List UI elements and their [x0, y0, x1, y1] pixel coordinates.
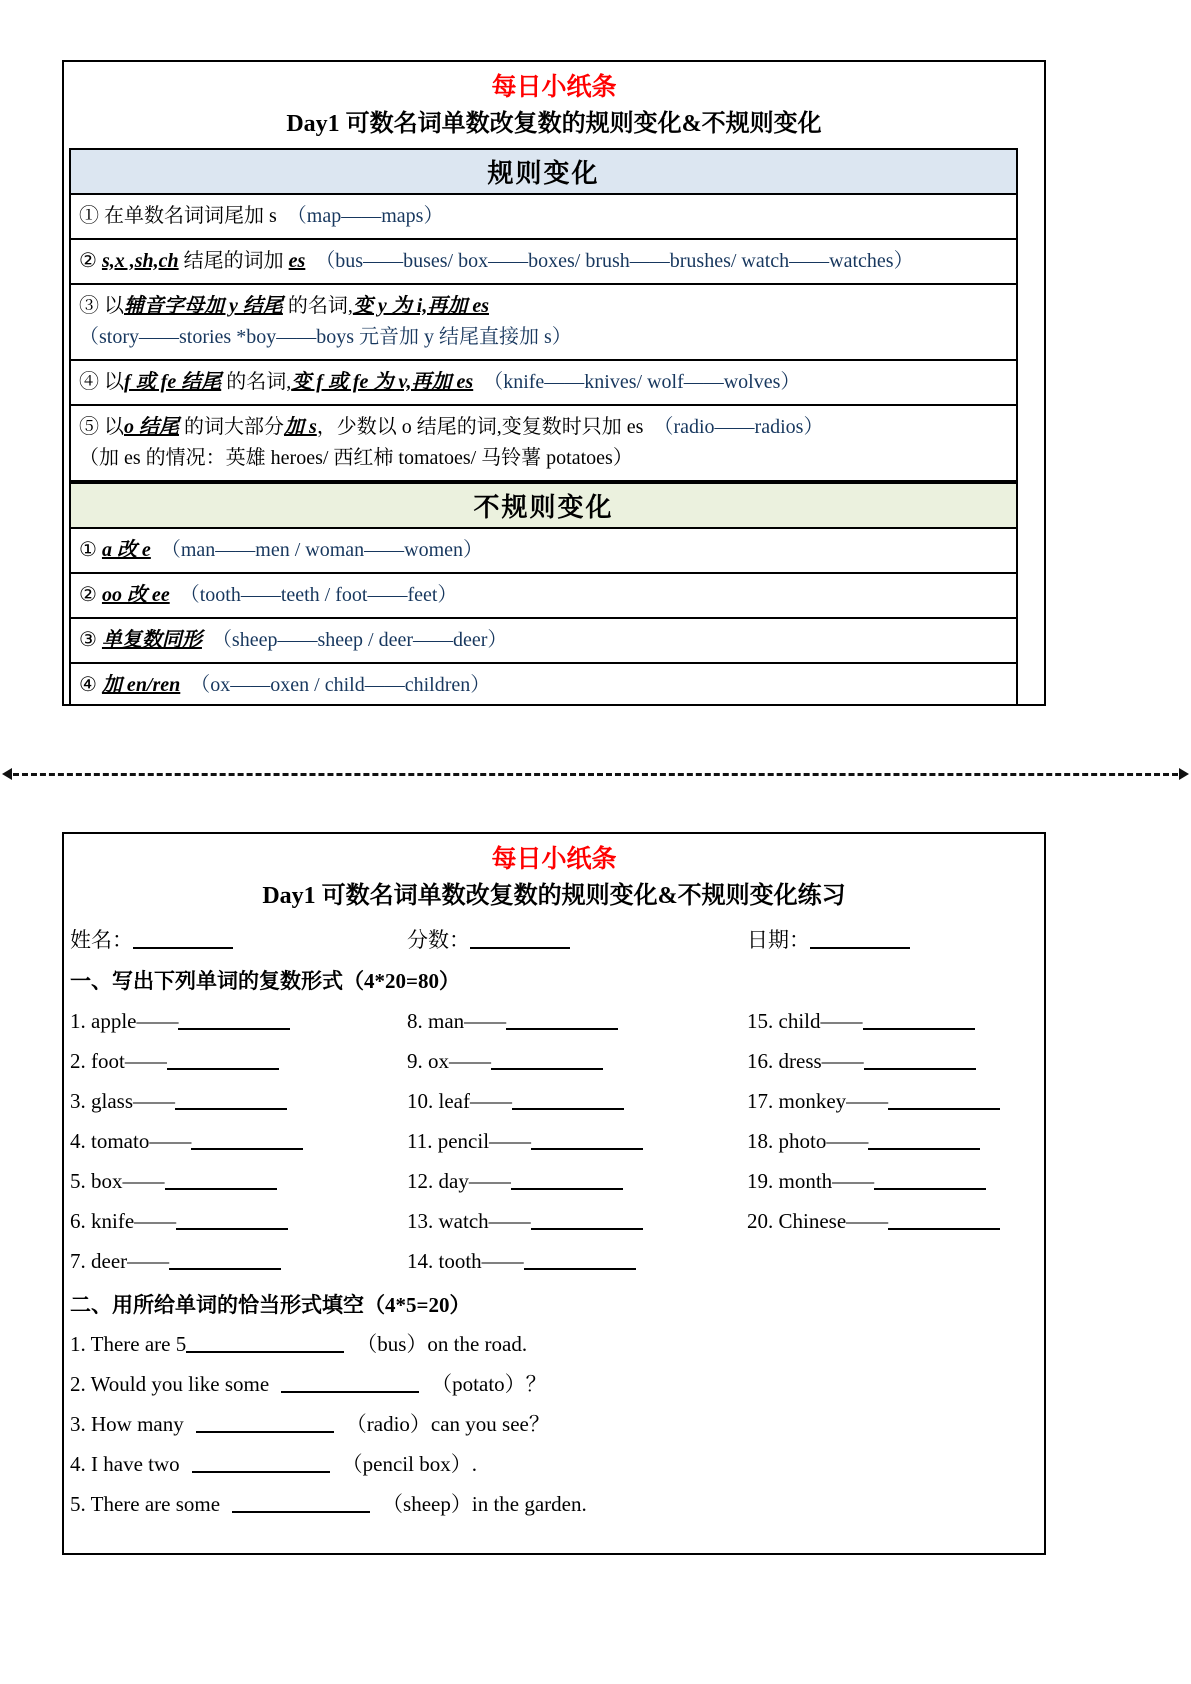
rule-emphasis: s,x ,sh,ch	[101, 249, 179, 272]
dash: ——	[846, 1088, 889, 1113]
irregular-row-2	[71, 574, 1016, 619]
rule-emphasis: f 或 fe 结尾	[124, 370, 222, 393]
word-item	[747, 1001, 1038, 1041]
dash: ——	[820, 1008, 863, 1033]
rule-text: 结尾的词加	[178, 249, 289, 272]
rule-row-1	[71, 195, 1016, 240]
irregular-rules-header: 不规则变化	[71, 482, 1016, 529]
rule-text: ②	[79, 583, 102, 606]
brand-title: 每日小纸条	[491, 74, 617, 101]
word-item	[70, 1161, 407, 1201]
word-item	[747, 1121, 1038, 1161]
sentence-pre: 1. There are 5	[70, 1332, 187, 1357]
score-field	[407, 924, 747, 958]
dash: ——	[488, 1208, 531, 1233]
word-item	[70, 1041, 407, 1081]
dash: ——	[122, 1168, 165, 1193]
rule-row-4	[71, 361, 1016, 406]
rule-text: 的名词,	[282, 294, 353, 317]
rule-text: ④	[79, 673, 102, 696]
rule-text: ④ 以	[79, 370, 124, 393]
word-item	[747, 1081, 1038, 1121]
answer-blank	[512, 1091, 624, 1110]
dash: ——	[136, 1008, 179, 1033]
answer-blank	[524, 1251, 636, 1270]
answer-blank	[531, 1131, 643, 1150]
part2-heading: 二、用所给单词的恰当形式填空（4*5=20）	[70, 1292, 471, 1317]
rule-row-5	[71, 406, 1016, 482]
sentence-item	[70, 1364, 1038, 1404]
word-item	[407, 1001, 747, 1041]
score-label: 分数：	[407, 927, 470, 952]
regular-rules-header: 规则变化	[71, 150, 1016, 195]
word-label: 7. deer	[70, 1248, 128, 1273]
word-label: 9. ox	[407, 1048, 449, 1073]
rule-example: （knife——knives/ wolf——wolves）	[483, 370, 801, 393]
sentence-pre: 5. There are some	[70, 1492, 221, 1517]
rule-emphasis: o 结尾	[124, 415, 179, 438]
rule-emphasis: 加 s	[284, 415, 317, 438]
dash: ——	[826, 1128, 869, 1153]
divider-left-arrow-icon	[2, 768, 12, 780]
word-label: 1. apple	[70, 1008, 137, 1033]
sentence-post: （pencil box）.	[341, 1452, 477, 1477]
rule-text: ③	[79, 628, 102, 651]
plural-word-grid	[70, 1001, 1038, 1281]
rule-emphasis: a 改 e	[101, 538, 151, 561]
dash: ——	[124, 1048, 167, 1073]
name-blank	[133, 930, 233, 949]
answer-blank	[888, 1211, 1000, 1230]
dash: ——	[481, 1248, 524, 1273]
rule-row-2	[71, 240, 1016, 285]
sentence-item	[70, 1404, 1038, 1444]
rule-text: ① 在单数名词词尾加 s	[79, 204, 277, 227]
word-label: 3. glass	[70, 1088, 133, 1113]
irregular-row-1	[71, 529, 1016, 574]
word-item	[747, 1041, 1038, 1081]
dash: ——	[464, 1008, 507, 1033]
rule-row-3	[71, 285, 1016, 361]
word-label: 8. man	[407, 1008, 465, 1033]
score-blank	[470, 930, 570, 949]
dash: ——	[821, 1048, 864, 1073]
dash: ——	[846, 1208, 889, 1233]
student-info-row	[70, 924, 1038, 958]
word-item	[407, 1161, 747, 1201]
rule-example: （map——maps）	[286, 204, 444, 227]
brand-title: 每日小纸条	[491, 846, 617, 873]
answer-blank	[232, 1494, 370, 1513]
rule-example: （ox——oxen / child——children）	[190, 673, 491, 696]
part1-heading: 一、写出下列单词的复数形式（4*20=80）	[70, 969, 460, 994]
rule-text: 的词大部分	[179, 415, 284, 438]
rule-text: ，少数以 o 结尾的词,变复数时只加 es	[316, 415, 644, 438]
rule-example: （bus——buses/ box——boxes/ brush——brushes/ watch——watches）	[315, 249, 914, 272]
sentence-post: （sheep）in the garden.	[382, 1492, 587, 1517]
sentence-post: （bus）on the road.	[356, 1332, 528, 1357]
rules-card	[62, 60, 1046, 706]
word-label: 2. foot	[70, 1048, 125, 1073]
sentence-post: （radio）can you see？	[345, 1412, 550, 1437]
word-item	[70, 1201, 407, 1241]
rule-example: （radio——radios）	[653, 415, 824, 438]
word-column-1	[70, 1001, 407, 1281]
sentence-pre: 3. How many	[70, 1412, 184, 1437]
sentence-pre: 4. I have two	[70, 1452, 180, 1477]
sentence-item	[70, 1324, 1038, 1364]
dash: ——	[489, 1128, 532, 1153]
sentence-item	[70, 1484, 1038, 1524]
practice-card	[62, 832, 1046, 1555]
word-label: 16. dress	[747, 1048, 822, 1073]
rule-example: （sheep——sheep / deer——deer）	[211, 628, 508, 651]
rule-emphasis: es	[288, 249, 306, 272]
word-item	[70, 1081, 407, 1121]
word-label: 18. photo	[747, 1128, 827, 1153]
tear-divider	[2, 768, 1189, 780]
word-label: 5. box	[70, 1168, 123, 1193]
rule-example: （story——stories *boy——boys 元音加 y 结尾直接加 s）	[79, 325, 572, 348]
irregular-row-4	[71, 664, 1016, 706]
rule-example: （man——men / woman——women）	[160, 538, 484, 561]
answer-blank	[196, 1414, 334, 1433]
answer-blank	[863, 1011, 975, 1030]
answer-blank	[165, 1171, 277, 1190]
rule-emphasis: 变 f 或 fe 为 v,再加 es	[291, 370, 474, 393]
name-field	[70, 924, 407, 958]
rule-text: ①	[79, 538, 102, 561]
sentence-item	[70, 1444, 1038, 1484]
dash: ——	[832, 1168, 875, 1193]
answer-blank	[191, 1131, 303, 1150]
word-label: 15. child	[747, 1008, 821, 1033]
word-item	[70, 1241, 407, 1281]
dash: ——	[469, 1088, 512, 1113]
answer-blank	[868, 1131, 980, 1150]
word-column-3	[747, 1001, 1038, 1281]
word-item	[747, 1201, 1038, 1241]
word-label: 14. tooth	[407, 1248, 482, 1273]
word-label: 4. tomato	[70, 1128, 150, 1153]
dash: ——	[449, 1048, 491, 1073]
practice-title: Day1 可数名词单数改复数的规则变化&不规则变化练习	[262, 882, 846, 909]
answer-blank	[864, 1051, 976, 1070]
answer-blank	[888, 1091, 1000, 1110]
word-label: 11. pencil	[407, 1128, 490, 1153]
word-item	[407, 1081, 747, 1121]
word-item	[747, 1161, 1038, 1201]
answer-blank	[176, 1211, 288, 1230]
rule-text: 的名词,	[221, 370, 292, 393]
rule-emphasis: 加 en/ren	[101, 673, 181, 696]
dash: ——	[127, 1248, 170, 1273]
answer-blank	[175, 1091, 287, 1110]
irregular-row-3	[71, 619, 1016, 664]
answer-blank	[531, 1211, 643, 1230]
answer-blank	[192, 1454, 330, 1473]
date-label: 日期：	[747, 927, 810, 952]
word-item	[70, 1121, 407, 1161]
dash: ——	[468, 1168, 511, 1193]
answer-blank	[186, 1334, 344, 1353]
date-blank	[810, 930, 910, 949]
dash: ——	[134, 1208, 177, 1233]
word-item	[70, 1001, 407, 1041]
word-item	[407, 1041, 747, 1081]
dash: ——	[133, 1088, 175, 1113]
word-label: 10. leaf	[407, 1088, 470, 1113]
date-field	[747, 924, 1038, 958]
answer-blank	[169, 1251, 281, 1270]
word-label: 19. month	[747, 1168, 833, 1193]
divider-right-arrow-icon	[1179, 768, 1189, 780]
divider-dashed-line	[13, 773, 1178, 776]
rule-text: ②	[79, 249, 102, 272]
rule-emphasis: 单复数同形	[101, 628, 202, 651]
dash: ——	[149, 1128, 192, 1153]
rule-emphasis: 变 y 为 i,再加 es	[352, 294, 489, 317]
word-column-2	[407, 1001, 747, 1281]
sentence-pre: 2. Would you like some	[70, 1372, 270, 1397]
word-item	[407, 1241, 747, 1281]
rule-text: ⑤ 以	[79, 415, 124, 438]
word-label: 20. Chinese	[747, 1208, 847, 1233]
rule-text: ③ 以	[79, 294, 124, 317]
rules-title: Day1 可数名词单数改复数的规则变化&不规则变化	[286, 110, 822, 137]
word-item	[407, 1201, 747, 1241]
answer-blank	[281, 1374, 419, 1393]
word-label: 12. day	[407, 1168, 469, 1193]
answer-blank	[491, 1051, 603, 1070]
word-label: 13. watch	[407, 1208, 489, 1233]
word-item	[407, 1121, 747, 1161]
word-label: 17. monkey	[747, 1088, 847, 1113]
answer-blank	[167, 1051, 279, 1070]
answer-blank	[511, 1171, 623, 1190]
rule-emphasis: 辅音字母加 y 结尾	[124, 294, 283, 317]
answer-blank	[874, 1171, 986, 1190]
rule-example: （tooth——teeth / foot——feet）	[179, 583, 458, 606]
word-label: 6. knife	[70, 1208, 135, 1233]
sentence-post: （potato）？	[431, 1372, 547, 1397]
answer-blank	[506, 1011, 618, 1030]
name-label: 姓名：	[70, 927, 133, 952]
answer-blank	[178, 1011, 290, 1030]
rules-table	[69, 148, 1018, 706]
rule-note: （加 es 的情况：英雄 heroes/ 西红柿 tomatoes/ 马铃薯 potatoes）	[79, 446, 633, 469]
rule-emphasis: oo 改 ee	[101, 583, 170, 606]
